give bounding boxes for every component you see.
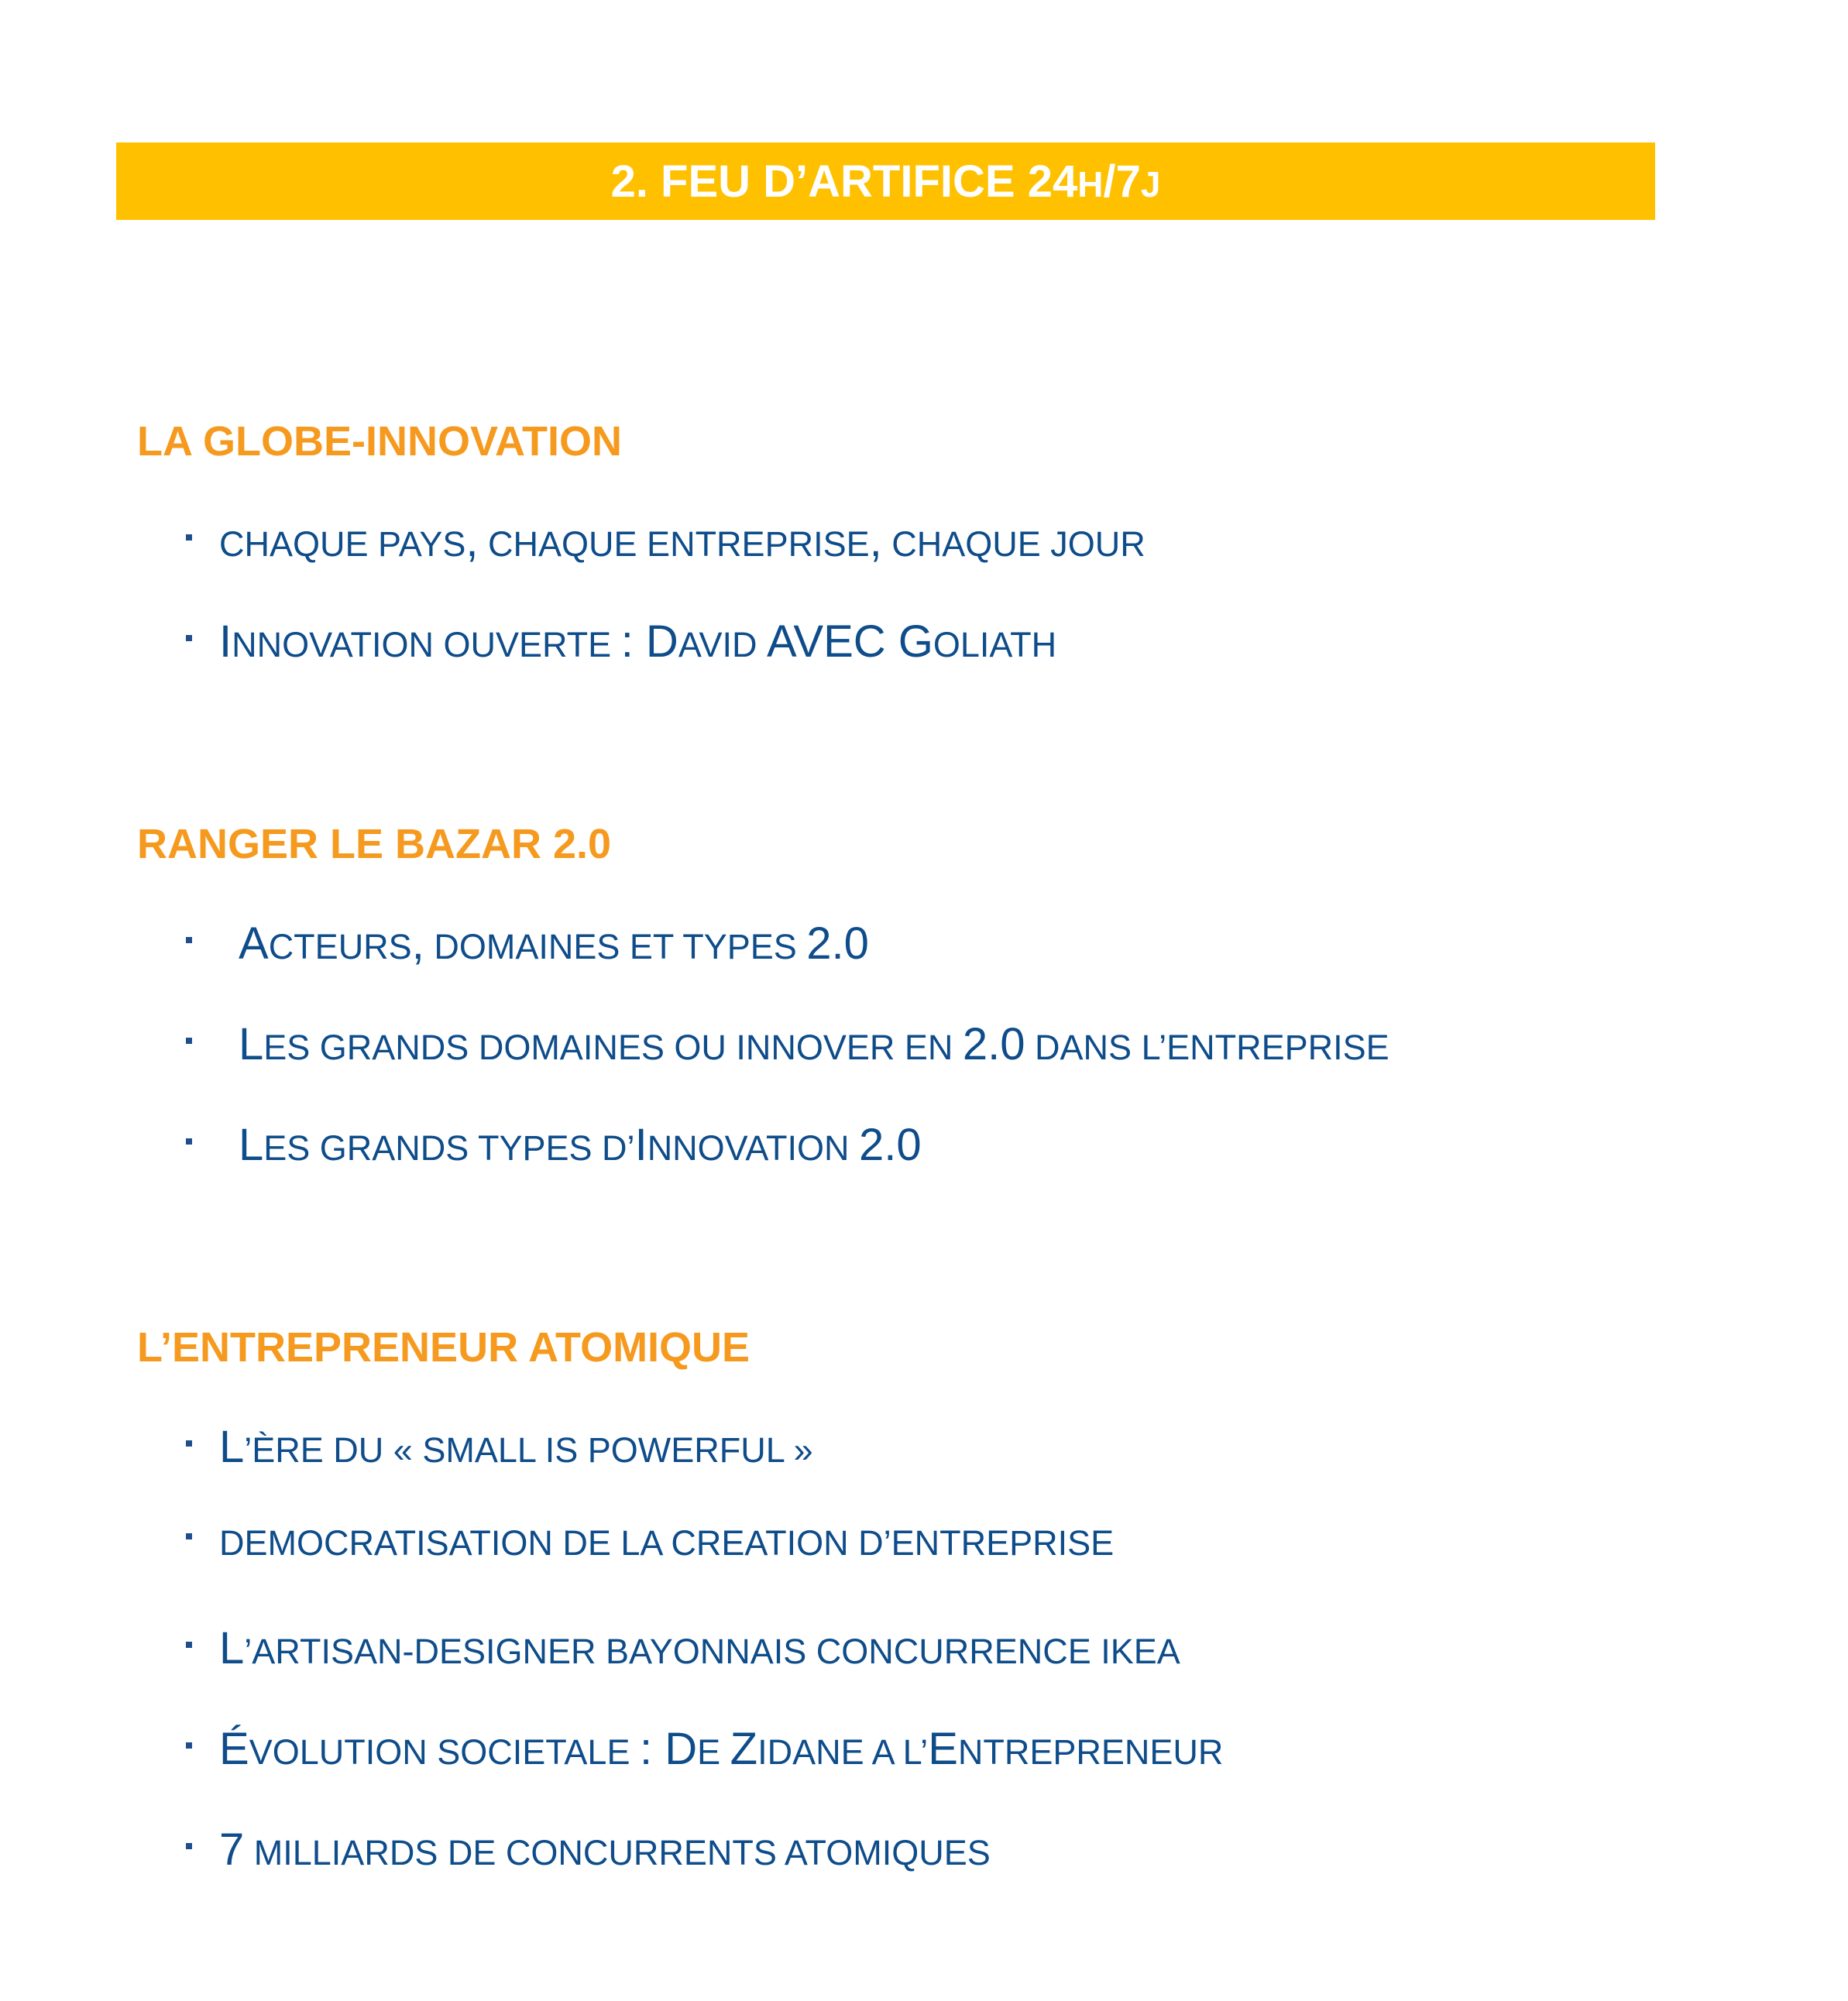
list-item: 7 MILLIARDS DE CONCURRENTS ATOMIQUES (186, 1828, 991, 1872)
list-item: CHAQUE PAYS, CHAQUE ENTREPRISE, CHAQUE JOUR (186, 519, 1146, 564)
list-item: ÉVOLUTION SOCIETALE : DE ZIDANE A L’ENTREPRENEUR (186, 1727, 1223, 1772)
section-heading-entrepreneur-atomique: L’ENTREPRENEUR ATOMIQUE (137, 1324, 751, 1371)
bullet-icon (186, 1642, 192, 1648)
bullet-icon (186, 1138, 192, 1145)
page-title: 2. FEU D’ARTIFICE 24H/7J (610, 156, 1161, 207)
bullet-icon (186, 937, 192, 943)
list-item: L’ARTISAN-DESIGNER BAYONNAIS CONCURRENCE IKEA (186, 1626, 1180, 1671)
bullet-icon (186, 1038, 192, 1044)
bullet-icon (186, 635, 192, 641)
bullet-icon (186, 1742, 192, 1749)
section-heading-globe-innovation: LA GLOBE-INNOVATION (137, 418, 622, 465)
bullet-icon (186, 534, 192, 541)
list-item: ACTEURS, DOMAINES ET TYPES 2.0 (186, 922, 869, 966)
list-item: DEMOCRATISATION DE LA CREATION D’ENTREPRISE (186, 1526, 1114, 1560)
list-item: INNOVATION OUVERTE : DAVID AVEC GOLIATH (186, 620, 1056, 664)
bullet-icon (186, 1440, 192, 1447)
title-banner (116, 142, 1655, 220)
bullet-icon (186, 1843, 192, 1849)
list-item: L’ÈRE DU « SMALL IS POWERFUL » (186, 1425, 813, 1470)
section-heading-ranger-le-bazar: RANGER LE BAZAR 2.0 (137, 821, 612, 867)
list-item: LES GRANDS TYPES D’INNOVATION 2.0 (186, 1123, 922, 1168)
list-item: LES GRANDS DOMAINES OU INNOVER EN 2.0 DANS L’ENTREPRISE (186, 1022, 1389, 1067)
bullet-icon (186, 1533, 192, 1539)
